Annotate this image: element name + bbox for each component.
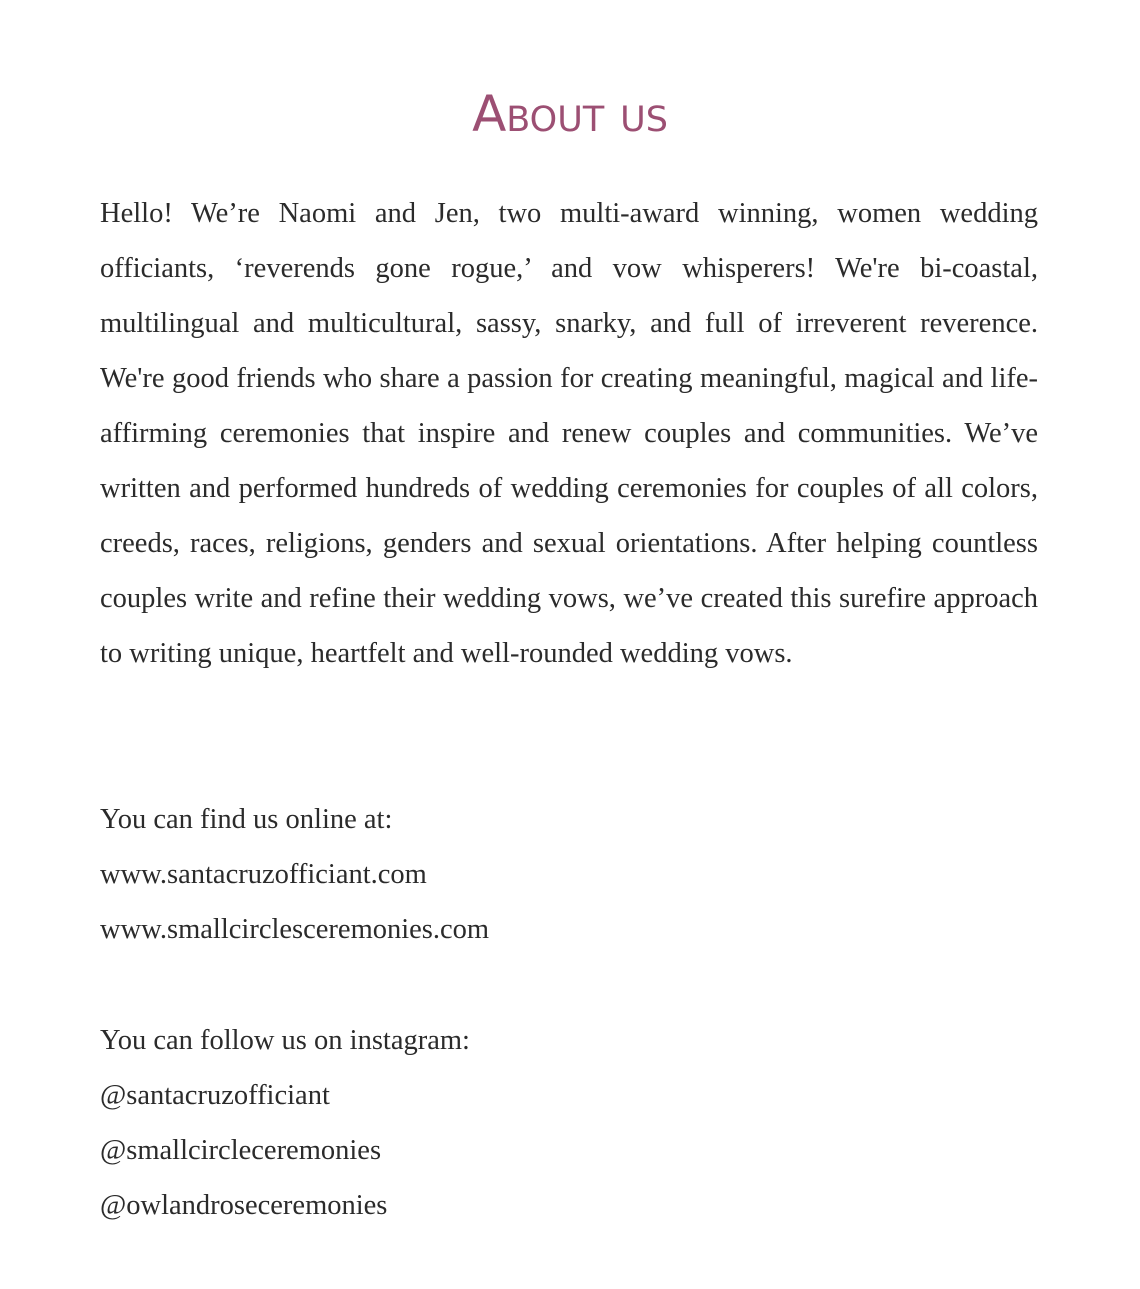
instagram-section xyxy=(100,1013,1038,1233)
page-title: About us xyxy=(472,85,668,143)
instagram-handle-smallcircle: @smallcircleceremonies xyxy=(100,1135,382,1166)
instagram-heading: You can follow us on instagram: xyxy=(100,1025,470,1056)
intro-paragraph: Hello! We’re Naomi and Jen, two multi-award winning, women wedding officiants, ‘reverends gone rogue,’ and vow whisperers! We're bi-coastal, multilingual and multicultural, sassy, snarky, and full of irreverent reverence. We're good friends who share a passion for creating meaningful, magical and life-affirming ceremonies that inspire and renew couples and communities. We’ve written and performed hundreds of wedding ceremonies for couples of all colors, creeds, races, religions, genders and sexual orientations. After helping countless couples write and refine their wedding vows, we’ve created this surefire approach to writing unique, heartfelt and well-rounded wedding vows. xyxy=(100,198,1038,669)
instagram-handle-owlandrose: @owlandroseceremonies xyxy=(100,1190,388,1221)
website-link-santacruz: www.santacruzofficiant.com xyxy=(100,859,427,890)
website-link-smallcircles: www.smallcirclesceremonies.com xyxy=(100,914,490,945)
online-section xyxy=(100,792,1038,957)
online-heading: You can find us online at: xyxy=(100,804,393,835)
instagram-handle-santacruz: @santacruzofficiant xyxy=(100,1080,330,1111)
